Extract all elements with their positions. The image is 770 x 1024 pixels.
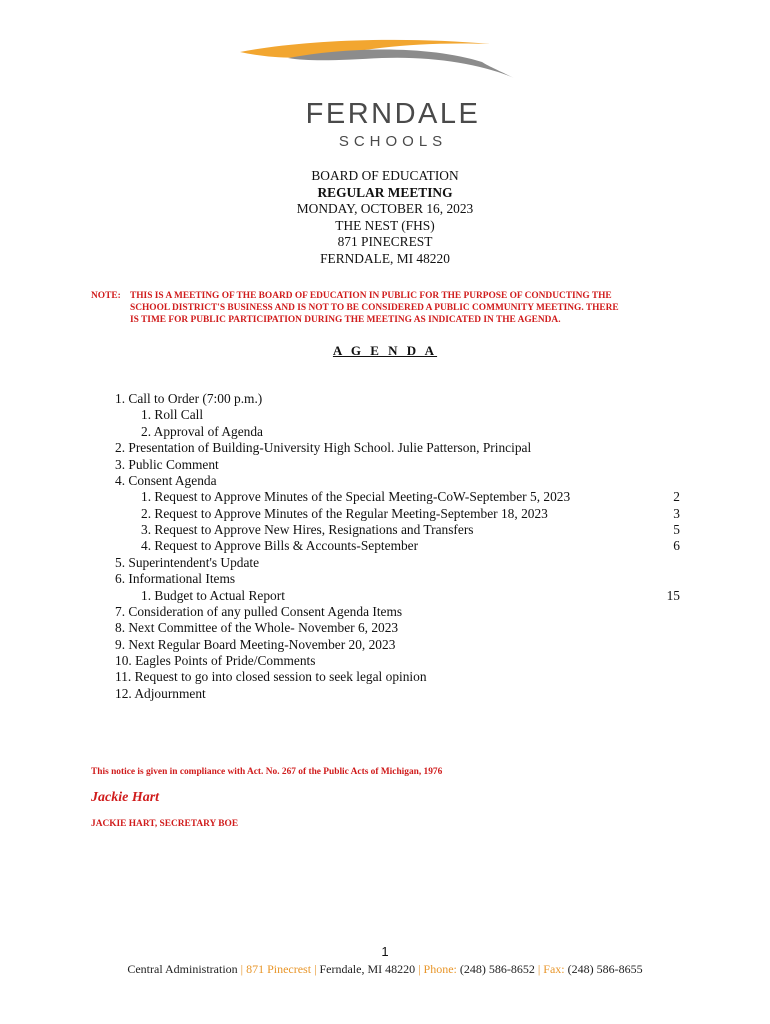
footer-city: Ferndale, MI 48220 <box>319 962 416 976</box>
compliance-notice: This notice is given in compliance with Act. No. 267 of the Public Acts of Michigan, 1976 <box>91 767 443 777</box>
page-ref: 15 <box>666 587 680 603</box>
footer-separator: | <box>537 962 541 976</box>
footer-phone: (248) 586-8652 <box>459 962 535 976</box>
footer-org: Central Administration <box>127 962 238 976</box>
header-line-meeting-type: REGULAR MEETING <box>317 184 453 200</box>
page-ref: 2 <box>673 489 680 505</box>
agenda-title: A G E N D A <box>332 343 438 358</box>
footer-separator: | <box>314 962 317 976</box>
header-line-venue: THE NEST (FHS) <box>335 217 435 233</box>
header-line-board: BOARD OF EDUCATION <box>311 168 459 183</box>
logo-wordmark <box>282 98 504 151</box>
page-ref: 5 <box>673 522 680 537</box>
agenda-item: 9. Next Regular Board Meeting-November 20, 2023 <box>115 636 396 652</box>
footer-phone-label: Phone: <box>423 962 457 976</box>
agenda-subitem: 2. Request to Approve Minutes of the Regular Meeting-September 18, 2023 3 <box>141 505 680 521</box>
header-line-street: 871 PINECREST <box>337 234 433 249</box>
public-meeting-note <box>91 290 681 326</box>
footer-address: 871 Pinecrest <box>246 962 312 976</box>
agenda-list <box>115 391 685 702</box>
agenda-subitem: 1. Roll Call <box>141 407 204 423</box>
agenda-subitem: 4. Request to Approve Bills & Accounts-September 6 <box>141 538 680 554</box>
agenda-subitem: 2. Approval of Agenda <box>141 423 263 439</box>
agenda-item: 11. Request to go into closed session to seek legal opinion <box>115 669 427 685</box>
agenda-item: 5. Superintendent's Update <box>115 554 260 570</box>
footer-separator: | <box>418 962 421 976</box>
agenda-item: 10. Eagles Points of Pride/Comments <box>115 653 316 668</box>
agenda-item: 4. Consent Agenda <box>115 472 217 488</box>
note-line: THIS IS A MEETING OF THE BOARD OF EDUCATION IN PUBLIC FOR THE PURPOSE OF CONDUCTING THE <box>130 291 612 301</box>
agenda-subitem: 1. Budget to Actual Report 15 <box>141 587 680 603</box>
agenda-subitem: 3. Request to Approve New Hires, Resignations and Transfers 5 <box>141 522 680 537</box>
agenda-item: 3. Public Comment <box>115 456 219 472</box>
page-ref: 6 <box>673 538 680 554</box>
note-label: NOTE: <box>91 291 121 301</box>
note-line: SCHOOL DISTRICT'S BUSINESS AND IS NOT TO BE CONSIDERED A PUBLIC COMMUNITY MEETING. THERE <box>130 303 619 313</box>
header-line-date: MONDAY, OCTOBER 16, 2023 <box>296 201 474 216</box>
signature: Jackie Hart <box>91 790 160 805</box>
agenda-item: 2. Presentation of Building-University High School. Julie Patterson, Principal <box>115 440 532 456</box>
page-number: 1 <box>381 944 389 959</box>
footer-fax: (248) 586-8655 <box>567 962 643 976</box>
agenda-item: 8. Next Committee of the Whole- November 6, 2023 <box>115 620 399 636</box>
logo-swoosh-icon <box>232 38 522 98</box>
meeting-header <box>0 168 770 267</box>
footer-fax-label: Fax: <box>543 962 565 976</box>
agenda-item: 6. Informational Items <box>115 571 236 587</box>
note-text <box>130 290 681 326</box>
agenda-item: 12. Adjournment <box>115 685 206 701</box>
page-footer <box>0 962 770 977</box>
logo-subname: SCHOOLS <box>338 133 448 150</box>
agenda-item: 7. Consideration of any pulled Consent Agenda Items <box>115 603 403 619</box>
signature-title: JACKIE HART, SECRETARY BOE <box>91 819 239 829</box>
note-line: IS TIME FOR PUBLIC PARTICIPATION DURING THE MEETING AS INDICATED IN THE AGENDA. <box>130 315 561 325</box>
footer-separator: | <box>240 962 244 976</box>
logo-name: FERNDALE <box>305 98 481 130</box>
header-line-city: FERNDALE, MI 48220 <box>320 250 450 266</box>
page-ref: 3 <box>673 505 680 521</box>
agenda-item: 1. Call to Order (7:00 p.m.) <box>115 391 263 406</box>
agenda-subitem: 1. Request to Approve Minutes of the Special Meeting-CoW-September 5, 2023 2 <box>141 489 680 505</box>
